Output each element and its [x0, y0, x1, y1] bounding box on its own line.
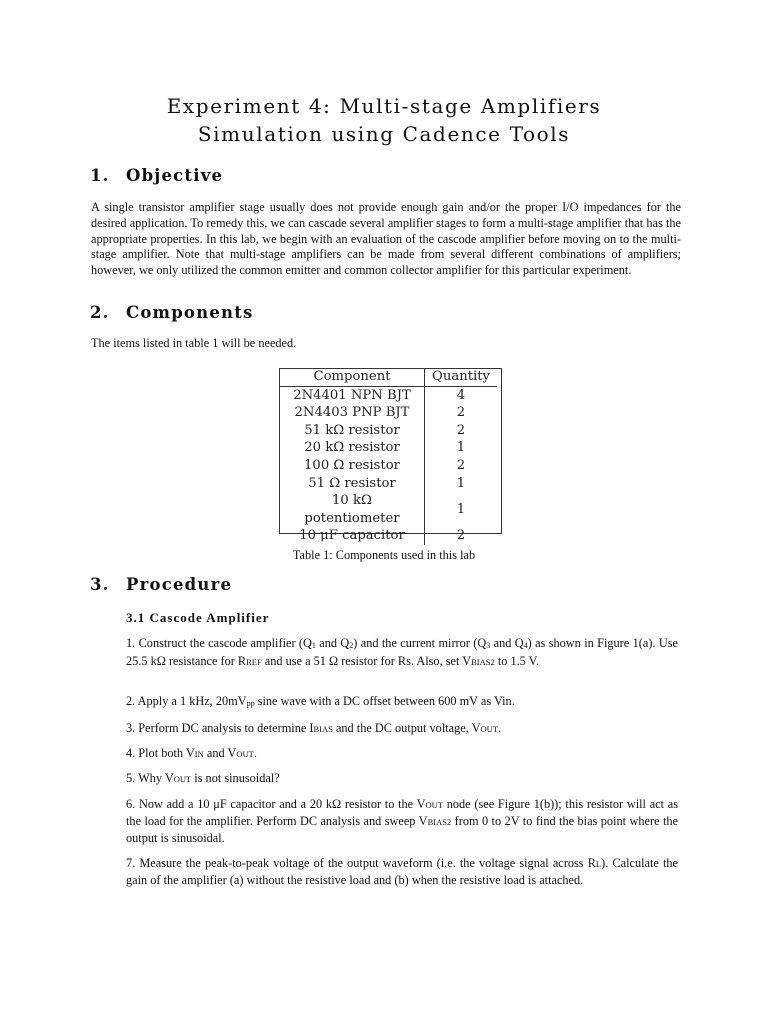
component-cell: 20 kΩ resistor [280, 439, 425, 457]
table-row [280, 475, 497, 493]
title-line-2: Simulation using Cadence Tools [197, 122, 571, 146]
procedure-step-4: 4. Plot both VIN and VOUT. [126, 746, 257, 760]
section-number: 1. [90, 166, 110, 185]
components-heading [90, 303, 254, 322]
component-cell: 51 Ω resistor [280, 475, 425, 493]
procedure-heading [90, 575, 232, 594]
procedure-step-7: 7. Measure the peak-to-peak voltage of the output waveform (i.e. the voltage signal across RL). Calculate the gain of the amplifier (a) without the resistive load and (b) when the resistive load is attached. [126, 856, 678, 887]
quantity-cell: 2 [456, 457, 466, 473]
table-row [280, 527, 497, 545]
quantity-cell: 1 [456, 501, 466, 517]
objective-heading [90, 166, 223, 185]
title-line-1: Experiment 4: Multi-stage Amplifiers [166, 94, 602, 118]
section-number: 3. [90, 575, 110, 594]
section-title: Procedure [126, 575, 233, 594]
components-table [280, 368, 497, 545]
procedure-step-5: 5. Why VOUT is not sinusoidal? [126, 771, 280, 785]
quantity-cell: 1 [456, 475, 466, 491]
quantity-cell: 2 [456, 422, 466, 438]
component-cell: 10 kΩ potentiometer [280, 492, 425, 527]
table-caption: Table 1: Components used in this lab [292, 548, 476, 562]
table-row [280, 457, 497, 475]
section-title: Objective [126, 166, 224, 185]
quantity-cell: 2 [456, 528, 466, 544]
procedure-step-3: 3. Perform DC analysis to determine IBIAS and the DC output voltage, VOUT. [126, 721, 502, 735]
quantity-cell: 4 [456, 387, 466, 403]
component-cell: 10 μF capacitor [280, 527, 425, 545]
table-row [280, 386, 497, 404]
section-number: 2. [90, 303, 110, 322]
table-row [280, 422, 497, 440]
document-title [0, 92, 768, 148]
component-cell: 2N4401 NPN BJT [280, 386, 425, 404]
procedure-step-1: 1. Construct the cascode amplifier (Q1 and Q2) and the current mirror (Q3 and Q4) as shown in Figure 1(a). Use 25.5 kΩ resistance for RREF and use a 51 Ω resistor for Rs. Also, set VBIAS2 to 1.5 V. [126, 636, 678, 668]
component-cell: 2N4403 PNP BJT [280, 404, 425, 422]
table-row [280, 439, 497, 457]
table-row [280, 492, 497, 527]
components-intro: The items listed in table 1 will be needed. [91, 336, 297, 350]
section-title: Components [126, 303, 254, 322]
table-header-row [280, 368, 497, 386]
column-header-quantity: Quantity [425, 368, 498, 386]
objective-paragraph: A single transistor amplifier stage usually does not provide enough gain and/or the proper I/O impedances for the desired application. To remedy this, we can cascade several amplifier stages to form a multi-stage amplifier that has the appropriate properties. In this lab, we begin with an evaluation of the cascode amplifier before moving on to the multi-stage amplifier. Note that multi-stage amplifiers can be made from several different combinations of amplifiers; however, we only utilized the common emitter and common collector amplifier for this particular experiment. [91, 200, 681, 278]
component-cell: 51 kΩ resistor [280, 422, 425, 440]
column-header-component: Component [280, 368, 425, 386]
cascode-subheading: 3.1 Cascode Amplifier [126, 610, 270, 625]
quantity-cell: 1 [456, 440, 466, 456]
component-cell: 100 Ω resistor [280, 457, 425, 475]
table-row [280, 404, 497, 422]
quantity-cell: 2 [456, 405, 466, 421]
procedure-step-6: 6. Now add a 10 μF capacitor and a 20 kΩ resistor to the VOUT node (see Figure 1(b)); this resistor will act as the load for the amplifier. Perform DC analysis and sweep VBIAS2 from 0 to 2V to find the bias point where the output is sinusoidal. [126, 797, 678, 845]
procedure-step-2: 2. Apply a 1 kHz, 20mVpp sine wave with a DC offset between 600 mV as Vin. [126, 694, 515, 708]
